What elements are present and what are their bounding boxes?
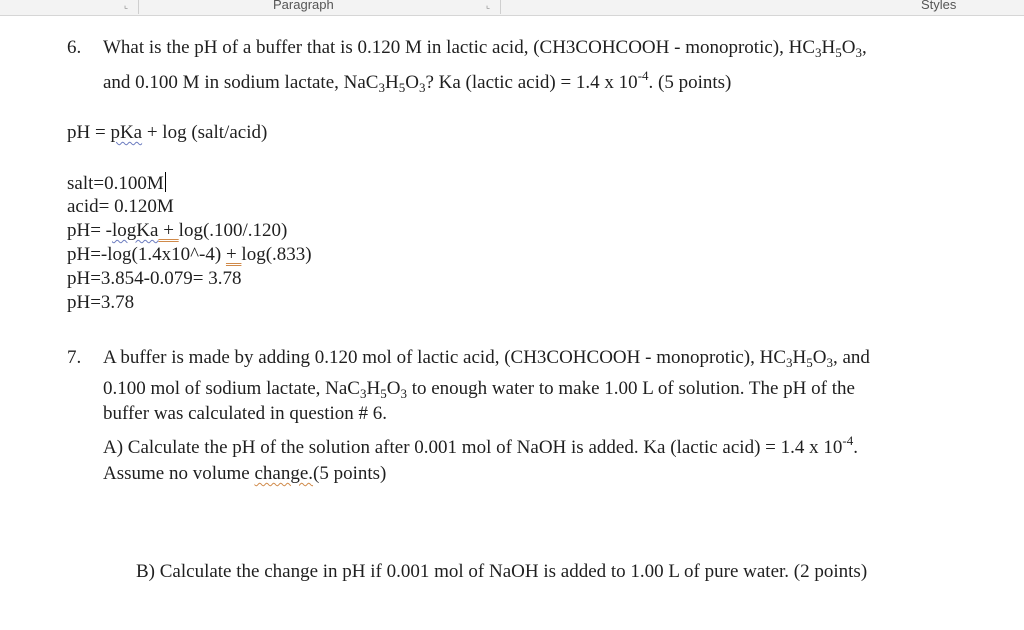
- paragraph-dialog-launcher-icon[interactable]: ⌞: [485, 0, 491, 10]
- question-6-line-1: What is the pH of a buffer that is 0.120 M in lactic acid, (CH3COHCOOH - monoprotic), $HC_3H_5O_3$,: [103, 37, 867, 60]
- answer-step-2: pH=-log(1.4x10^-4) + log(.833): [67, 244, 312, 265]
- question-7-part-b: B) Calculate the change in pH if 0.001 mol of NaOH is added to 1.00 L of pure water. (2 points): [136, 561, 868, 582]
- answer-step-1: pH= -logKa + log(.100/.120): [67, 220, 288, 241]
- styles-group-label: Styles: [921, 0, 957, 12]
- answer-salt: salt=0.100M: [67, 173, 164, 194]
- question-7-line-1: A buffer is made by adding 0.120 mol of lactic acid, (CH3COHCOOH - monoprotic), $HC_3H_5O_3$, and: [103, 347, 870, 370]
- question-7-part-a-line-1: A) Calculate the pH of the solution after 0.001 mol of NaOH is added. Ka (lactic acid) = 1.4 x $10^{-4}$.: [103, 433, 858, 458]
- answer-acid: acid= 0.120M: [67, 196, 174, 217]
- question-6-line-2: and 0.100 M in sodium lactate, $NaC_3H_5O_3$? Ka (lactic acid) = 1.4 x $10^{-4}$. (5 points): [103, 68, 732, 95]
- text-cursor: [165, 172, 166, 192]
- answer-step-3: pH=3.854-0.079= 3.78: [67, 268, 242, 289]
- answer-salt-line: [67, 172, 166, 195]
- clipboard-dialog-launcher-icon[interactable]: ⌞: [123, 0, 129, 10]
- answer-step-4: pH=3.78: [67, 292, 135, 313]
- question-6-number: 6.: [67, 37, 82, 58]
- answer-formula: pH = pKa + log (salt/acid): [67, 122, 268, 143]
- question-7-line-2: 0.100 mol of sodium lactate, $NaC_3H_5O_3$ to enough water to make 1.00 L of solution. The pH of the: [103, 378, 855, 401]
- question-7-number: 7.: [67, 347, 82, 368]
- paragraph-group-label: Paragraph: [273, 0, 334, 12]
- question-7-part-a-line-2: Assume no volume change.(5 points): [103, 463, 387, 484]
- question-7-line-3: buffer was calculated in question # 6.: [103, 403, 388, 424]
